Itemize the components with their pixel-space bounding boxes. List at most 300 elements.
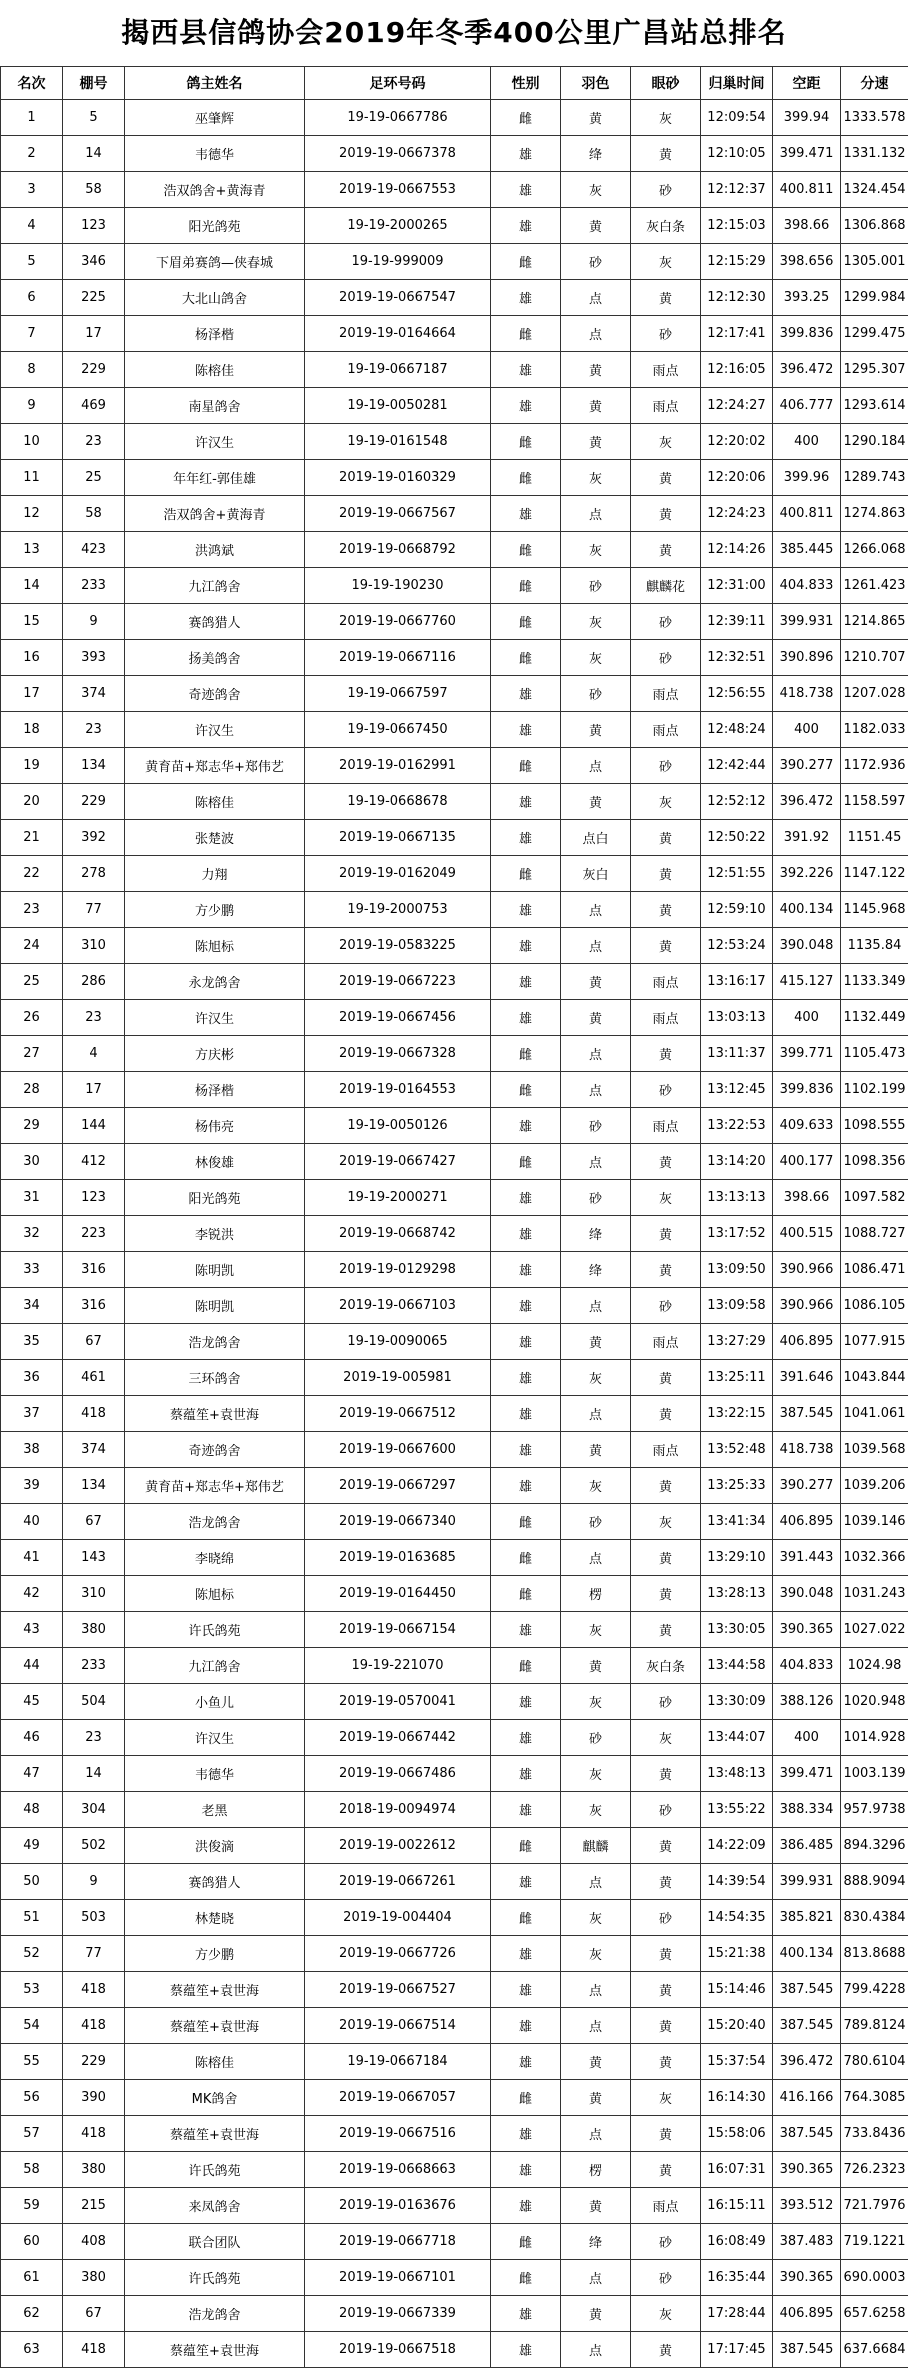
cell-rank: 21 bbox=[1, 820, 63, 856]
cell-eye-sand: 灰 bbox=[631, 2080, 701, 2116]
cell-ring-code: 19-19-0667450 bbox=[305, 712, 491, 748]
cell-ring-code: 2019-19-005981 bbox=[305, 1360, 491, 1396]
cell-eye-sand: 灰 bbox=[631, 1504, 701, 1540]
cell-eye-sand: 黄 bbox=[631, 2044, 701, 2080]
cell-speed: 1102.199 bbox=[841, 1072, 908, 1108]
cell-speed: 1097.582 bbox=[841, 1180, 908, 1216]
cell-sex: 雄 bbox=[491, 1432, 561, 1468]
cell-feather-color: 点 bbox=[561, 2260, 631, 2296]
cell-eye-sand: 雨点 bbox=[631, 1432, 701, 1468]
table-row bbox=[1, 1828, 908, 1864]
cell-ring-no: 223 bbox=[63, 1216, 125, 1252]
cell-speed: 690.0003 bbox=[841, 2260, 908, 2296]
cell-speed: 789.8124 bbox=[841, 2008, 908, 2044]
cell-eye-sand: 黄 bbox=[631, 1864, 701, 1900]
cell-speed: 888.9094 bbox=[841, 1864, 908, 1900]
cell-ring-code: 19-19-0050281 bbox=[305, 388, 491, 424]
cell-arrival-time: 14:39:54 bbox=[701, 1864, 773, 1900]
table-row bbox=[1, 2080, 908, 2116]
cell-distance: 396.472 bbox=[773, 2044, 841, 2080]
table-row bbox=[1, 1756, 908, 1792]
cell-feather-color: 点 bbox=[561, 280, 631, 316]
cell-arrival-time: 14:22:09 bbox=[701, 1828, 773, 1864]
cell-rank: 44 bbox=[1, 1648, 63, 1684]
cell-rank: 51 bbox=[1, 1900, 63, 1936]
cell-rank: 29 bbox=[1, 1108, 63, 1144]
cell-rank: 61 bbox=[1, 2260, 63, 2296]
cell-rank: 38 bbox=[1, 1432, 63, 1468]
cell-eye-sand: 黄 bbox=[631, 280, 701, 316]
cell-ring-no: 418 bbox=[63, 2332, 125, 2368]
cell-eye-sand: 黄 bbox=[631, 1576, 701, 1612]
cell-arrival-time: 12:09:54 bbox=[701, 100, 773, 136]
cell-rank: 52 bbox=[1, 1936, 63, 1972]
cell-ring-code: 19-19-2000271 bbox=[305, 1180, 491, 1216]
cell-owner-name: 韦德华 bbox=[125, 136, 305, 172]
cell-eye-sand: 砂 bbox=[631, 1072, 701, 1108]
cell-ring-code: 2019-19-0667567 bbox=[305, 496, 491, 532]
cell-feather-color: 点 bbox=[561, 1144, 631, 1180]
cell-rank: 39 bbox=[1, 1468, 63, 1504]
cell-distance: 399.931 bbox=[773, 604, 841, 640]
cell-owner-name: 蔡蕴笙+袁世海 bbox=[125, 2008, 305, 2044]
cell-arrival-time: 13:09:50 bbox=[701, 1252, 773, 1288]
cell-arrival-time: 17:28:44 bbox=[701, 2296, 773, 2332]
cell-ring-code: 2019-19-0583225 bbox=[305, 928, 491, 964]
cell-eye-sand: 黄 bbox=[631, 1828, 701, 1864]
table-row bbox=[1, 1864, 908, 1900]
cell-ring-code: 19-19-0667187 bbox=[305, 352, 491, 388]
cell-rank: 1 bbox=[1, 100, 63, 136]
cell-distance: 385.821 bbox=[773, 1900, 841, 1936]
cell-eye-sand: 灰白条 bbox=[631, 208, 701, 244]
cell-ring-code: 2019-19-0667154 bbox=[305, 1612, 491, 1648]
cell-ring-code: 2019-19-0163685 bbox=[305, 1540, 491, 1576]
cell-ring-code: 2019-19-0160329 bbox=[305, 460, 491, 496]
cell-owner-name: 奇迹鸽舍 bbox=[125, 676, 305, 712]
table-row bbox=[1, 1972, 908, 2008]
table-row bbox=[1, 1540, 908, 1576]
cell-ring-no: 310 bbox=[63, 928, 125, 964]
cell-rank: 32 bbox=[1, 1216, 63, 1252]
cell-ring-no: 504 bbox=[63, 1684, 125, 1720]
cell-speed: 780.6104 bbox=[841, 2044, 908, 2080]
cell-sex: 雄 bbox=[491, 676, 561, 712]
cell-ring-no: 229 bbox=[63, 784, 125, 820]
cell-distance: 390.966 bbox=[773, 1288, 841, 1324]
cell-ring-code: 2019-19-0667297 bbox=[305, 1468, 491, 1504]
cell-owner-name: 陈明凯 bbox=[125, 1252, 305, 1288]
cell-speed: 1027.022 bbox=[841, 1612, 908, 1648]
cell-sex: 雄 bbox=[491, 1324, 561, 1360]
cell-feather-color: 点 bbox=[561, 1288, 631, 1324]
cell-ring-no: 310 bbox=[63, 1576, 125, 1612]
cell-speed: 1305.001 bbox=[841, 244, 908, 280]
cell-owner-name: 方庆彬 bbox=[125, 1036, 305, 1072]
cell-rank: 31 bbox=[1, 1180, 63, 1216]
cell-sex: 雄 bbox=[491, 1756, 561, 1792]
cell-eye-sand: 黄 bbox=[631, 496, 701, 532]
cell-ring-no: 67 bbox=[63, 1504, 125, 1540]
cell-eye-sand: 雨点 bbox=[631, 1000, 701, 1036]
cell-feather-color: 点 bbox=[561, 892, 631, 928]
table-row bbox=[1, 1108, 908, 1144]
cell-arrival-time: 13:29:10 bbox=[701, 1540, 773, 1576]
cell-distance: 416.166 bbox=[773, 2080, 841, 2116]
header-distance: 空距 bbox=[773, 67, 841, 100]
cell-arrival-time: 13:25:11 bbox=[701, 1360, 773, 1396]
cell-ring-code: 2019-19-0164664 bbox=[305, 316, 491, 352]
cell-rank: 5 bbox=[1, 244, 63, 280]
table-row bbox=[1, 1684, 908, 1720]
cell-speed: 894.3296 bbox=[841, 1828, 908, 1864]
cell-owner-name: 许氏鸽苑 bbox=[125, 1612, 305, 1648]
cell-owner-name: MK鸽舍 bbox=[125, 2080, 305, 2116]
cell-rank: 59 bbox=[1, 2188, 63, 2224]
table-row bbox=[1, 2044, 908, 2080]
cell-speed: 1324.454 bbox=[841, 172, 908, 208]
cell-feather-color: 砂 bbox=[561, 1720, 631, 1756]
cell-speed: 1043.844 bbox=[841, 1360, 908, 1396]
cell-feather-color: 点 bbox=[561, 2008, 631, 2044]
cell-owner-name: 年年红-郭佳雄 bbox=[125, 460, 305, 496]
cell-ring-code: 19-19-221070 bbox=[305, 1648, 491, 1684]
cell-arrival-time: 13:28:13 bbox=[701, 1576, 773, 1612]
cell-distance: 409.633 bbox=[773, 1108, 841, 1144]
cell-owner-name: 赛鸽猎人 bbox=[125, 1864, 305, 1900]
cell-rank: 16 bbox=[1, 640, 63, 676]
cell-owner-name: 扬美鸽舍 bbox=[125, 640, 305, 676]
cell-feather-color: 黄 bbox=[561, 784, 631, 820]
table-row bbox=[1, 1576, 908, 1612]
cell-feather-color: 点 bbox=[561, 928, 631, 964]
cell-ring-code: 19-19-0667184 bbox=[305, 2044, 491, 2080]
cell-distance: 399.96 bbox=[773, 460, 841, 496]
cell-sex: 雌 bbox=[491, 640, 561, 676]
cell-owner-name: 三环鸽舍 bbox=[125, 1360, 305, 1396]
cell-distance: 399.94 bbox=[773, 100, 841, 136]
cell-ring-code: 2019-19-0667760 bbox=[305, 604, 491, 640]
cell-speed: 1182.033 bbox=[841, 712, 908, 748]
cell-eye-sand: 黄 bbox=[631, 1972, 701, 2008]
cell-speed: 733.8436 bbox=[841, 2116, 908, 2152]
cell-owner-name: 陈榕佳 bbox=[125, 784, 305, 820]
cell-speed: 1024.98 bbox=[841, 1648, 908, 1684]
cell-sex: 雌 bbox=[491, 2224, 561, 2260]
cell-arrival-time: 12:17:41 bbox=[701, 316, 773, 352]
cell-ring-code: 2019-19-0162049 bbox=[305, 856, 491, 892]
cell-feather-color: 灰 bbox=[561, 1936, 631, 1972]
cell-eye-sand: 麒麟花 bbox=[631, 568, 701, 604]
header-sex: 性别 bbox=[491, 67, 561, 100]
cell-ring-code: 2019-19-0667057 bbox=[305, 2080, 491, 2116]
cell-sex: 雌 bbox=[491, 1144, 561, 1180]
table-row bbox=[1, 856, 908, 892]
cell-arrival-time: 17:17:45 bbox=[701, 2332, 773, 2368]
cell-sex: 雄 bbox=[491, 1252, 561, 1288]
cell-ring-no: 9 bbox=[63, 604, 125, 640]
cell-ring-no: 9 bbox=[63, 1864, 125, 1900]
cell-eye-sand: 黄 bbox=[631, 1468, 701, 1504]
cell-sex: 雄 bbox=[491, 1468, 561, 1504]
cell-ring-no: 393 bbox=[63, 640, 125, 676]
cell-distance: 387.545 bbox=[773, 1972, 841, 2008]
cell-owner-name: 林楚晓 bbox=[125, 1900, 305, 1936]
cell-distance: 387.545 bbox=[773, 2332, 841, 2368]
cell-distance: 400.515 bbox=[773, 1216, 841, 1252]
cell-eye-sand: 黄 bbox=[631, 820, 701, 856]
cell-ring-code: 19-19-0667786 bbox=[305, 100, 491, 136]
cell-ring-no: 134 bbox=[63, 748, 125, 784]
cell-owner-name: 洪鸿斌 bbox=[125, 532, 305, 568]
cell-rank: 24 bbox=[1, 928, 63, 964]
cell-arrival-time: 13:44:58 bbox=[701, 1648, 773, 1684]
cell-rank: 30 bbox=[1, 1144, 63, 1180]
cell-ring-no: 392 bbox=[63, 820, 125, 856]
cell-feather-color: 点 bbox=[561, 1540, 631, 1576]
table-row bbox=[1, 100, 908, 136]
table-row bbox=[1, 1144, 908, 1180]
cell-arrival-time: 13:13:13 bbox=[701, 1180, 773, 1216]
cell-eye-sand: 雨点 bbox=[631, 964, 701, 1000]
cell-rank: 54 bbox=[1, 2008, 63, 2044]
cell-arrival-time: 13:03:13 bbox=[701, 1000, 773, 1036]
table-row bbox=[1, 460, 908, 496]
cell-arrival-time: 15:58:06 bbox=[701, 2116, 773, 2152]
cell-arrival-time: 12:59:10 bbox=[701, 892, 773, 928]
cell-rank: 53 bbox=[1, 1972, 63, 2008]
cell-sex: 雌 bbox=[491, 1540, 561, 1576]
cell-ring-no: 23 bbox=[63, 712, 125, 748]
cell-ring-no: 67 bbox=[63, 2296, 125, 2332]
cell-speed: 799.4228 bbox=[841, 1972, 908, 2008]
cell-eye-sand: 砂 bbox=[631, 2224, 701, 2260]
cell-feather-color: 点白 bbox=[561, 820, 631, 856]
table-row bbox=[1, 640, 908, 676]
cell-feather-color: 点 bbox=[561, 496, 631, 532]
cell-rank: 14 bbox=[1, 568, 63, 604]
cell-eye-sand: 黄 bbox=[631, 928, 701, 964]
cell-eye-sand: 灰 bbox=[631, 784, 701, 820]
cell-rank: 25 bbox=[1, 964, 63, 1000]
cell-ring-no: 77 bbox=[63, 892, 125, 928]
table-row bbox=[1, 1324, 908, 1360]
cell-ring-no: 77 bbox=[63, 1936, 125, 1972]
cell-speed: 1098.555 bbox=[841, 1108, 908, 1144]
cell-arrival-time: 13:11:37 bbox=[701, 1036, 773, 1072]
cell-feather-color: 黄 bbox=[561, 712, 631, 748]
cell-feather-color: 黄 bbox=[561, 2080, 631, 2116]
cell-distance: 396.472 bbox=[773, 784, 841, 820]
cell-owner-name: 许汉生 bbox=[125, 1720, 305, 1756]
cell-sex: 雄 bbox=[491, 928, 561, 964]
cell-arrival-time: 13:22:15 bbox=[701, 1396, 773, 1432]
cell-owner-name: 来凤鸽舍 bbox=[125, 2188, 305, 2224]
cell-speed: 1145.968 bbox=[841, 892, 908, 928]
cell-ring-code: 19-19-2000753 bbox=[305, 892, 491, 928]
cell-owner-name: 杨泽楷 bbox=[125, 316, 305, 352]
cell-feather-color: 点 bbox=[561, 2116, 631, 2152]
cell-owner-name: 方少鹏 bbox=[125, 1936, 305, 1972]
cell-ring-no: 23 bbox=[63, 424, 125, 460]
cell-speed: 1133.349 bbox=[841, 964, 908, 1000]
cell-rank: 47 bbox=[1, 1756, 63, 1792]
cell-distance: 399.471 bbox=[773, 136, 841, 172]
cell-rank: 40 bbox=[1, 1504, 63, 1540]
cell-arrival-time: 12:12:37 bbox=[701, 172, 773, 208]
cell-owner-name: 蔡蕴笙+袁世海 bbox=[125, 1972, 305, 2008]
cell-arrival-time: 12:32:51 bbox=[701, 640, 773, 676]
cell-ring-code: 2019-19-0667116 bbox=[305, 640, 491, 676]
cell-ring-no: 346 bbox=[63, 244, 125, 280]
cell-ring-code: 2019-19-0667378 bbox=[305, 136, 491, 172]
cell-sex: 雌 bbox=[491, 460, 561, 496]
cell-speed: 1207.028 bbox=[841, 676, 908, 712]
cell-arrival-time: 16:14:30 bbox=[701, 2080, 773, 2116]
cell-distance: 392.226 bbox=[773, 856, 841, 892]
cell-sex: 雌 bbox=[491, 532, 561, 568]
cell-ring-no: 17 bbox=[63, 1072, 125, 1108]
cell-arrival-time: 13:09:58 bbox=[701, 1288, 773, 1324]
cell-distance: 390.048 bbox=[773, 928, 841, 964]
table-row bbox=[1, 136, 908, 172]
cell-rank: 22 bbox=[1, 856, 63, 892]
cell-speed: 1132.449 bbox=[841, 1000, 908, 1036]
table-row bbox=[1, 1072, 908, 1108]
cell-speed: 1031.243 bbox=[841, 1576, 908, 1612]
cell-sex: 雌 bbox=[491, 1072, 561, 1108]
table-row bbox=[1, 928, 908, 964]
cell-sex: 雄 bbox=[491, 1108, 561, 1144]
table-row bbox=[1, 712, 908, 748]
header-ring-no: 棚号 bbox=[63, 67, 125, 100]
cell-arrival-time: 13:30:09 bbox=[701, 1684, 773, 1720]
cell-ring-no: 143 bbox=[63, 1540, 125, 1576]
cell-ring-code: 2019-19-0667328 bbox=[305, 1036, 491, 1072]
cell-distance: 406.895 bbox=[773, 1504, 841, 1540]
cell-feather-color: 点 bbox=[561, 1396, 631, 1432]
cell-sex: 雄 bbox=[491, 1000, 561, 1036]
cell-speed: 1135.84 bbox=[841, 928, 908, 964]
cell-sex: 雄 bbox=[491, 136, 561, 172]
cell-speed: 721.7976 bbox=[841, 2188, 908, 2224]
cell-speed: 1086.105 bbox=[841, 1288, 908, 1324]
cell-ring-code: 2018-19-0094974 bbox=[305, 1792, 491, 1828]
cell-speed: 1331.132 bbox=[841, 136, 908, 172]
cell-distance: 390.365 bbox=[773, 2152, 841, 2188]
cell-eye-sand: 黄 bbox=[631, 1252, 701, 1288]
cell-arrival-time: 12:12:30 bbox=[701, 280, 773, 316]
cell-owner-name: 许氏鸽苑 bbox=[125, 2152, 305, 2188]
cell-speed: 1290.184 bbox=[841, 424, 908, 460]
cell-sex: 雌 bbox=[491, 604, 561, 640]
cell-speed: 1214.865 bbox=[841, 604, 908, 640]
cell-ring-no: 423 bbox=[63, 532, 125, 568]
cell-owner-name: 巫肇辉 bbox=[125, 100, 305, 136]
cell-ring-code: 2019-19-0667516 bbox=[305, 2116, 491, 2152]
cell-ring-code: 2019-19-0668792 bbox=[305, 532, 491, 568]
table-row bbox=[1, 1936, 908, 1972]
cell-speed: 1266.068 bbox=[841, 532, 908, 568]
cell-distance: 400.811 bbox=[773, 172, 841, 208]
cell-eye-sand: 黄 bbox=[631, 1216, 701, 1252]
table-row bbox=[1, 1036, 908, 1072]
cell-distance: 398.66 bbox=[773, 208, 841, 244]
cell-ring-no: 304 bbox=[63, 1792, 125, 1828]
cell-ring-no: 418 bbox=[63, 2116, 125, 2152]
cell-eye-sand: 砂 bbox=[631, 172, 701, 208]
cell-ring-no: 408 bbox=[63, 2224, 125, 2260]
cell-sex: 雄 bbox=[491, 2116, 561, 2152]
cell-distance: 400 bbox=[773, 1720, 841, 1756]
cell-sex: 雌 bbox=[491, 1900, 561, 1936]
cell-arrival-time: 12:53:24 bbox=[701, 928, 773, 964]
cell-speed: 1003.139 bbox=[841, 1756, 908, 1792]
cell-feather-color: 黄 bbox=[561, 208, 631, 244]
cell-sex: 雄 bbox=[491, 712, 561, 748]
cell-owner-name: 许汉生 bbox=[125, 1000, 305, 1036]
cell-sex: 雌 bbox=[491, 1036, 561, 1072]
cell-eye-sand: 灰 bbox=[631, 100, 701, 136]
cell-ring-no: 418 bbox=[63, 1972, 125, 2008]
cell-ring-code: 2019-19-0667518 bbox=[305, 2332, 491, 2368]
cell-feather-color: 点 bbox=[561, 316, 631, 352]
cell-distance: 388.334 bbox=[773, 1792, 841, 1828]
cell-owner-name: 许氏鸽苑 bbox=[125, 2260, 305, 2296]
cell-sex: 雄 bbox=[491, 388, 561, 424]
cell-owner-name: 大北山鸽舍 bbox=[125, 280, 305, 316]
cell-feather-color: 灰 bbox=[561, 460, 631, 496]
cell-rank: 18 bbox=[1, 712, 63, 748]
cell-ring-code: 2019-19-0667553 bbox=[305, 172, 491, 208]
cell-rank: 55 bbox=[1, 2044, 63, 2080]
cell-arrival-time: 12:56:55 bbox=[701, 676, 773, 712]
cell-rank: 8 bbox=[1, 352, 63, 388]
table-row bbox=[1, 1360, 908, 1396]
cell-sex: 雌 bbox=[491, 1828, 561, 1864]
cell-ring-code: 2019-19-0667512 bbox=[305, 1396, 491, 1432]
table-row bbox=[1, 532, 908, 568]
cell-arrival-time: 13:17:52 bbox=[701, 1216, 773, 1252]
cell-sex: 雌 bbox=[491, 748, 561, 784]
table-row bbox=[1, 2152, 908, 2188]
table-row bbox=[1, 1252, 908, 1288]
cell-arrival-time: 13:25:33 bbox=[701, 1468, 773, 1504]
cell-ring-no: 58 bbox=[63, 496, 125, 532]
cell-distance: 386.485 bbox=[773, 1828, 841, 1864]
table-row bbox=[1, 1648, 908, 1684]
cell-rank: 28 bbox=[1, 1072, 63, 1108]
cell-ring-code: 2019-19-0022612 bbox=[305, 1828, 491, 1864]
cell-ring-code: 2019-19-0162991 bbox=[305, 748, 491, 784]
cell-feather-color: 灰 bbox=[561, 1360, 631, 1396]
cell-owner-name: 黄育苗+郑志华+郑伟艺 bbox=[125, 1468, 305, 1504]
cell-owner-name: 方少鹏 bbox=[125, 892, 305, 928]
cell-distance: 390.365 bbox=[773, 2260, 841, 2296]
cell-ring-code: 19-19-0668678 bbox=[305, 784, 491, 820]
cell-rank: 13 bbox=[1, 532, 63, 568]
cell-ring-no: 469 bbox=[63, 388, 125, 424]
cell-arrival-time: 12:39:11 bbox=[701, 604, 773, 640]
cell-owner-name: 阳光鸽苑 bbox=[125, 1180, 305, 1216]
cell-sex: 雄 bbox=[491, 892, 561, 928]
cell-arrival-time: 13:44:07 bbox=[701, 1720, 773, 1756]
cell-arrival-time: 14:54:35 bbox=[701, 1900, 773, 1936]
cell-sex: 雌 bbox=[491, 1576, 561, 1612]
header-rank: 名次 bbox=[1, 67, 63, 100]
cell-speed: 1299.984 bbox=[841, 280, 908, 316]
cell-ring-no: 23 bbox=[63, 1000, 125, 1036]
